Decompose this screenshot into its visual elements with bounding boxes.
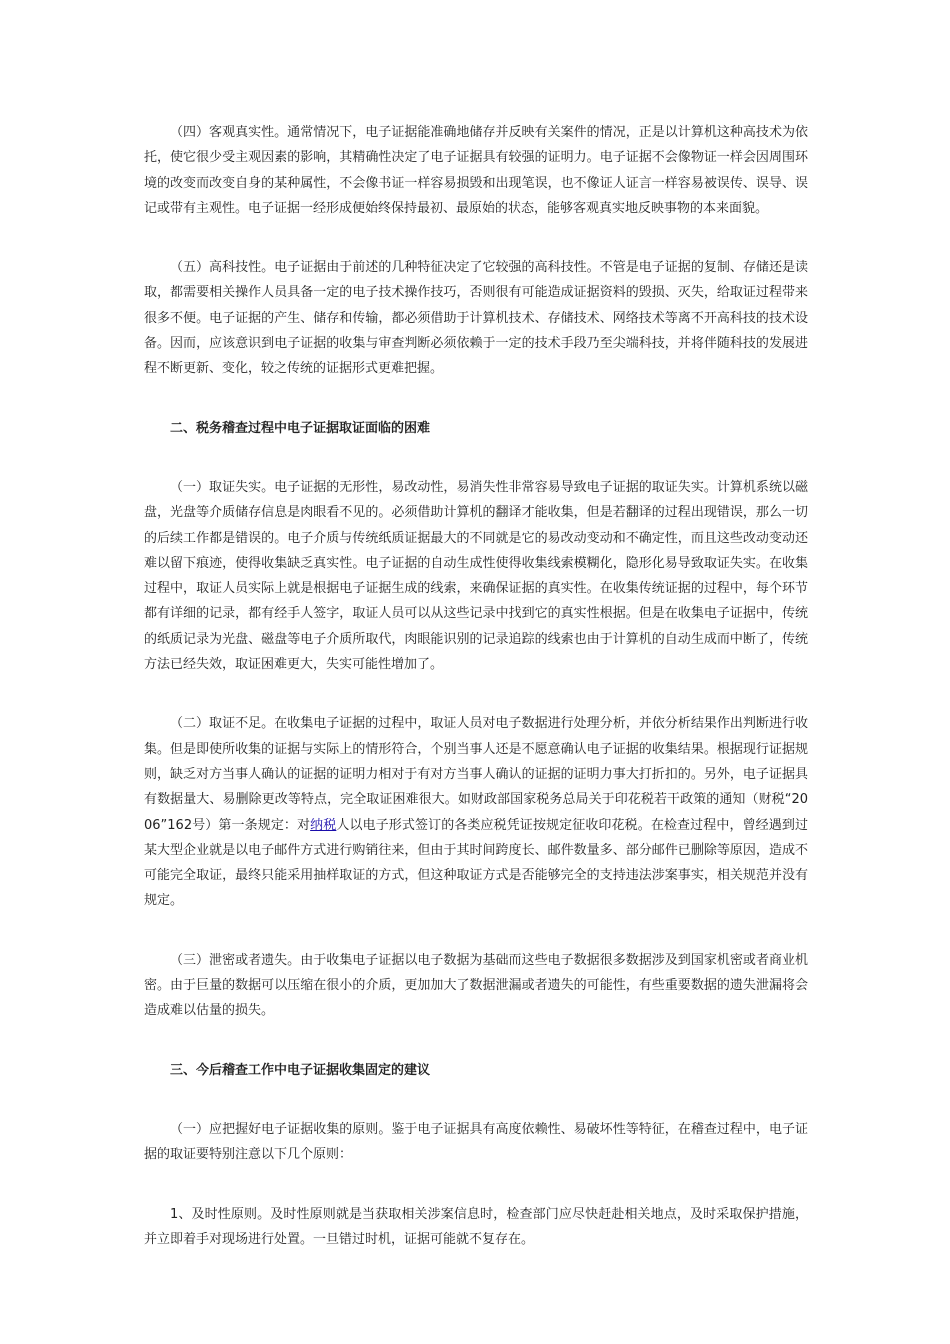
section-heading-3: 三、今后稽查工作中电子证据收集固定的建议 bbox=[170, 1062, 431, 1078]
paragraph-text: 人以电子形式签订的各类应税凭证按规定征收印花税。在检查过程中，曾经遇到过某大型企业就是以电子邮件方式进行购销往来，但由于其时间跨度长、邮件数量多、部分邮件已删除等原因，造成不可能完全取证，最终只能采用抽样取证的方式，但这种取证方式是否能够完全的支持违法涉案事实，相关规范并没有规定。 bbox=[144, 817, 808, 909]
taxpayer-link[interactable]: 纳税 bbox=[310, 817, 337, 833]
paragraph-timeliness-principle: 1、及时性原则。及时性原则就是当获取相关涉案信息时，检查部门应尽快赶赴相关地点，及时采取保护措施，并立即着手对现场进行处置。一旦错过时机，证据可能就不复存在。 bbox=[144, 1206, 808, 1247]
paragraph-high-tech: （五）高科技性。电子证据由于前述的几种特征决定了它较强的高科技性。不管是电子证据的复制、存储还是读取，都需要相关操作人员具备一定的电子技术操作技巧，否则很有可能造成证据资料的毁损、灭失，给取证过程带来很多不便。电子证据的产生、储存和传输，都必须借助于计算机技术、存储技术、网络技术等离不开高科技的技术设备。因而，应该意识到电子证据的收集与审查判断必须依赖于一定的技术手段乃至尖端科技，并将伴随科技的发展进程不断更新、变化，较之传统的证据形式更难把握。 bbox=[144, 260, 808, 377]
paragraph-text: （二）取证不足。在收集电子证据的过程中，取证人员对电子数据进行处理分析，并依分析结果作出判断进行收集。但是即使所收集的证据与实际上的情形符合，个别当事人还是不愿意确认电子证据的收集结果。根据现行证据规则，缺乏对方当事人确认的证据的证明力相对于有对方当事人确认的证据的证明力事大打折扣的。另外，电子证据具有数据量大、易删除更改等特点，完全取证困难很大。如财政部国家税务总局关于印花税若干政策的通知（财税“2006”162号）第一条规定：对 bbox=[144, 716, 808, 833]
paragraph-objective-authenticity: （四）客观真实性。通常情况下，电子证据能准确地储存并反映有关案件的情况，正是以计算机这种高技术为依托，使它很少受主观因素的影响，其精确性决定了电子证据具有较强的证明力。电子证据不会像物证一样会因周围环境的改变而改变自身的某种属性，不会像书证一样容易损毁和出现笔误，也不像证人证言一样容易被误传、误导、误记或带有主观性。电子证据一经形成便始终保持最初、最原始的状态，能够客观真实地反映事物的本来面貌。 bbox=[144, 125, 808, 216]
section-heading-2: 二、税务稽查过程中电子证据取证面临的困难 bbox=[170, 420, 431, 436]
paragraph-evidence-inaccurate: （一）取证失实。电子证据的无形性，易改动性，易消失性非常容易导致电子证据的取证失实。计算机系统以磁盘，光盘等介质储存信息是肉眼看不见的。必须借助计算机的翻译才能收集，但是若翻译的过程出现错误，那么一切的后续工作都是错误的。电子介质与传统纸质证据最大的不同就是它的易改动变动和不确定性，而且这些改动变动还难以留下痕迹，使得收集缺乏真实性。电子证据的自动生成性使得收集线索模糊化，隐形化易导致取证失实。在收集过程中，取证人员实际上就是根据电子证据生成的线索，来确保证据的真实性。在收集传统证据的过程中，每个环节都有详细的记录，都有经手人签字，取证人员可以从这些记录中找到它的真实性根据。但是在收集电子证据中，传统的纸质记录为光盘、磁盘等电子介质所取代，肉眼能识别的记录追踪的线索也由于计算机的自动生成而中断了，传统方法已经失效，取证困难更大，失实可能性增加了。 bbox=[144, 479, 808, 673]
document-body bbox=[144, 120, 808, 1252]
paragraph-evidence-insufficient bbox=[144, 711, 808, 913]
paragraph-leak-or-loss: （三）泄密或者遗失。由于收集电子证据以电子数据为基础而这些电子数据很多数据涉及到国家机密或者商业机密。由于巨量的数据可以压缩在很小的介质，更加加大了数据泄漏或者遗失的可能性，有些重要数据的遗失泄漏将会造成难以估量的损失。 bbox=[144, 952, 808, 1019]
paragraph-collection-principles: （一）应把握好电子证据收集的原则。鉴于电子证据具有高度依赖性、易破坏性等特征，在稽查过程中，电子证据的取证要特别注意以下几个原则： bbox=[144, 1121, 808, 1163]
